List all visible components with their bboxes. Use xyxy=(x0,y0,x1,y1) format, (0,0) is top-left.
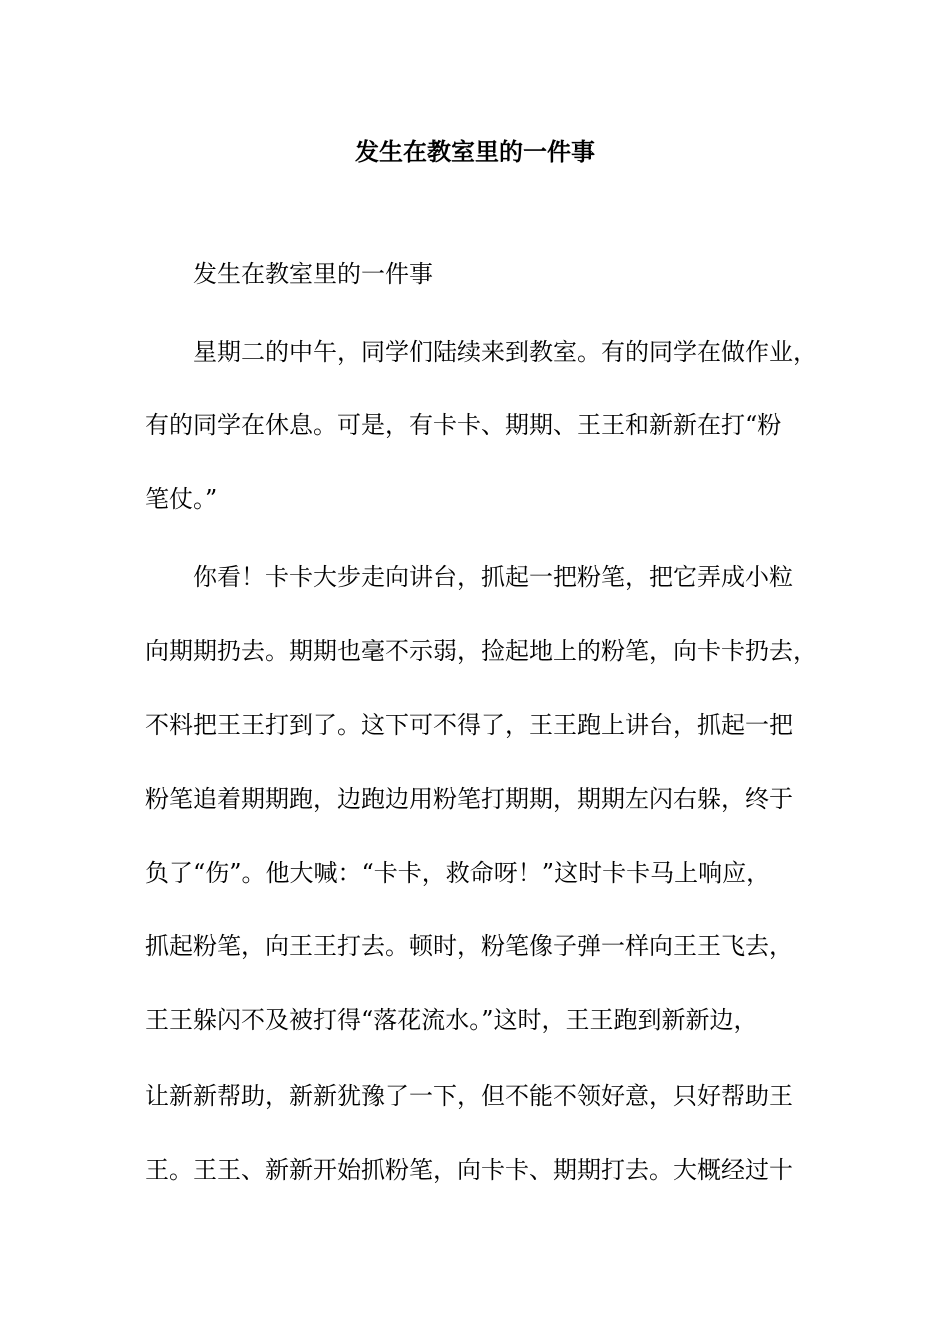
text-line: 你看！卡卡大步走向讲台，抓起一把粉笔，把它弄成小粒 xyxy=(193,563,793,591)
text-line: 让新新帮助，新新犹豫了一下，但不能不领好意，只好帮助王 xyxy=(145,1082,793,1110)
text-line: 王。王王、新新开始抓粉笔，向卡卡、期期打去。大概经过十 xyxy=(145,1156,793,1184)
text-line: 粉笔追着期期跑，边跑边用粉笔打期期，期期左闪右躲，终于 xyxy=(145,785,793,813)
text-line: 向期期扔去。期期也毫不示弱，捡起地上的粉笔，向卡卡扔去， xyxy=(145,637,817,665)
paragraph-heading: 发生在教室里的一件事 xyxy=(193,260,433,288)
document-title: 发生在教室里的一件事 xyxy=(355,137,595,166)
text-line: 抓起粉笔，向王王打去。顿时，粉笔像子弹一样向王王飞去， xyxy=(145,932,793,960)
text-line: 负了“伤”。他大喊：“卡卡，救命呀！”这时卡卡马上响应， xyxy=(145,859,771,887)
text-line: 王王躲闪不及被打得“落花流水。”这时，王王跑到新新边， xyxy=(145,1006,758,1034)
text-line: 不料把王王打到了。这下可不得了，王王跑上讲台，抓起一把 xyxy=(145,711,793,739)
text-line: 笔仗。” xyxy=(145,485,218,513)
text-line: 有的同学在休息。可是，有卡卡、期期、王王和新新在打“粉 xyxy=(145,411,782,439)
text-line: 星期二的中午，同学们陆续来到教室。有的同学在做作业， xyxy=(193,338,817,366)
